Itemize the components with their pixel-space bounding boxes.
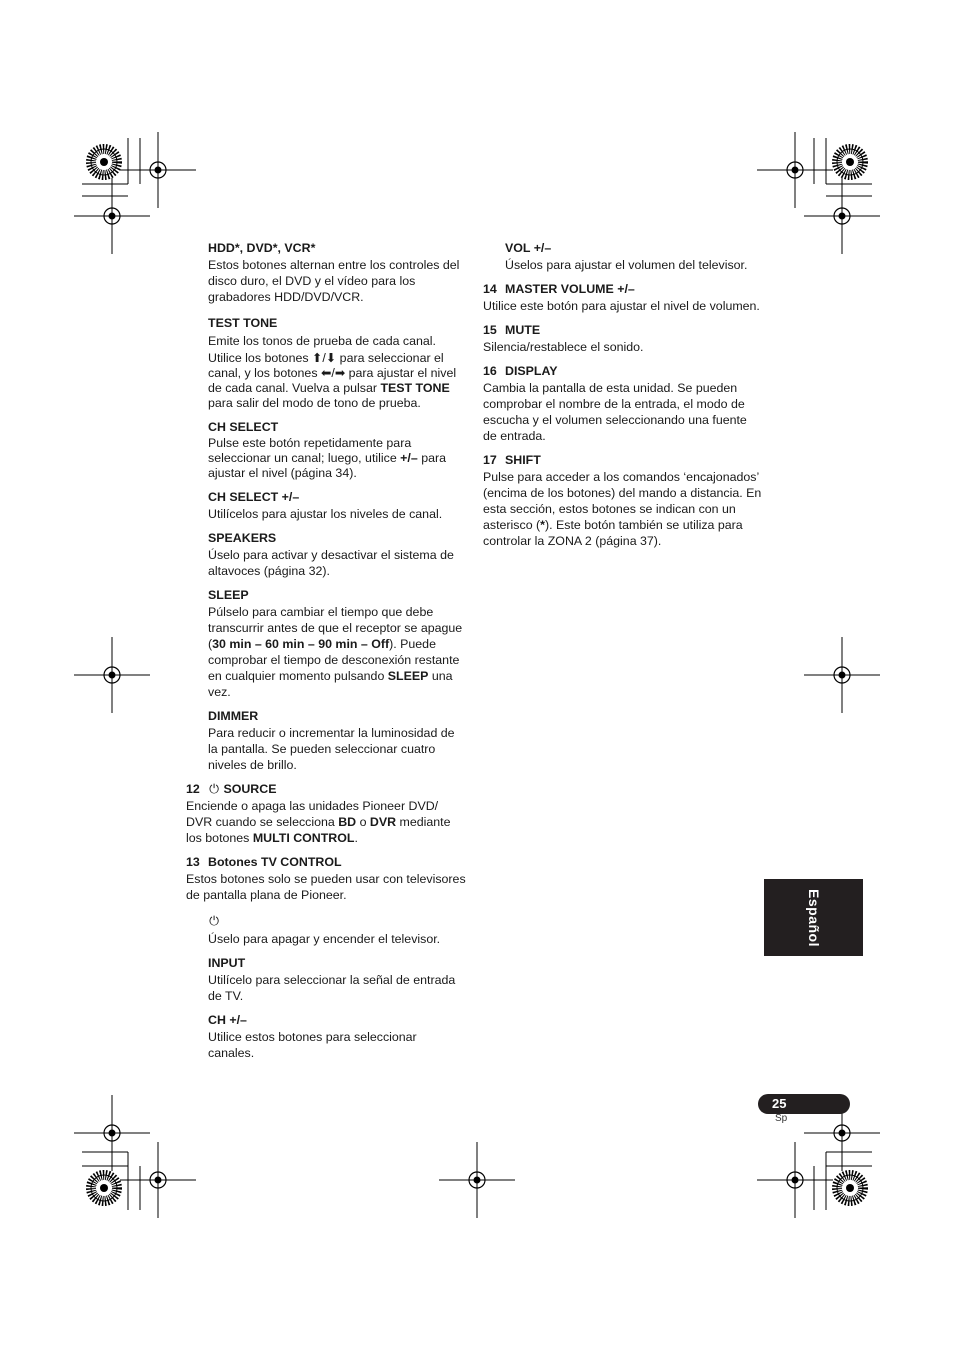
language-tab-label: Español [805,888,822,947]
dimmer-heading: DIMMER [208,709,259,723]
ch-pm-text: Utilice estos botones para seleccionar canales. [208,1030,417,1060]
power-icon: ⏻ [209,782,219,796]
arrow-right-icon: ➡ [334,366,346,380]
test-tone-text2-c: para ajustar el nivel de cada canal. Vuelva a pulsar [208,366,457,395]
master-volume-heading [483,281,763,297]
hdd-heading: HDD*, DVD*, VCR* [208,241,316,255]
vol-heading: VOL +/– [505,241,552,255]
source-section [186,781,466,846]
page-suffix: Sp [775,1113,788,1124]
sleep-heading: SLEEP [208,588,249,602]
test-tone-section [208,315,466,411]
source-text-b: mediante los botones [186,815,451,845]
source-multi: MULTI CONTROL [252,831,355,845]
ch-select-heading: CH SELECT [208,420,279,434]
ch-select-pm-heading: CH SELECT +/– [208,490,300,504]
sleep-text-b: ). Puede comprobar el tiempo de desconexión restante en cualquier momento pulsando [208,637,460,683]
mute-heading-text: MUTE [505,323,541,337]
tv-power-heading [208,913,466,929]
shift-section [483,452,763,549]
right-column [483,240,763,549]
hdd-text: Estos botones alternan entre los controles del disco duro, el DVD y el vídeo para los grabadores HDD/DVD/VCR. [208,258,460,304]
hdd-section [208,240,466,305]
tv-power-section [208,913,466,947]
master-volume-section [483,281,763,314]
ch-select-pm-section [208,489,466,522]
tv-control-number: 13 [186,855,200,869]
shift-text-a: Pulse para acceder a los comandos ‘encajonados’ (encima de los botones) del mando a distancia. En esta sección, estos botones se indican con un asterisco ( [483,470,762,532]
master-volume-number: 14 [483,282,497,296]
source-heading [186,781,466,797]
sleep-text [208,604,466,700]
master-volume-heading-text: MASTER VOLUME +/– [505,282,635,296]
test-tone-heading: TEST TONE [208,316,278,330]
shift-heading-text: SHIFT [505,453,541,467]
arrow-left-icon: ⬅ [320,366,332,380]
mute-text: Silencia/restablece el sonido. [483,340,644,354]
ch-select-text [208,436,466,481]
shift-heading [483,452,763,468]
language-tab-label-wrap [764,879,863,956]
test-tone-text1: Emite los tonos de prueba de cada canal. [208,334,436,348]
shift-number: 17 [483,453,497,467]
shift-star: * [540,518,545,532]
test-tone-text2: Utilice los botones ⬆/⬇ para seleccionar el canal, y los botones ⬅/➡ para ajustar el nivel de cada canal. Vuelva a pulsar TEST TONE para salir del modo de tono de prueba. [208,351,457,410]
arrow-up-icon: ⬆ [312,351,323,365]
source-o: o [356,815,370,829]
page-number: 25 [772,1096,787,1111]
ch-select-section [208,419,466,481]
mute-number: 15 [483,323,497,337]
display-heading [483,363,763,379]
language-tab [764,879,863,956]
ch-pm-heading: CH +/– [208,1013,247,1027]
tv-control-text: Estos botones solo se pueden usar con televisores de pantalla plana de Pioneer. [186,872,466,902]
input-section [208,955,466,1004]
tv-control-heading [186,854,466,870]
arrow-down-icon: ⬇ [325,351,337,365]
speakers-heading: SPEAKERS [208,531,277,545]
source-number: 12 [186,782,200,796]
shift-text [483,469,763,549]
sleep-text-a: Púlselo para cambiar el tiempo que debe transcurrir antes de que el receptor se apague ( [208,605,463,651]
ch-select-bold: +/– [400,451,418,465]
tv-power-text: Úselo para apagar y encender el televisor. [208,932,441,946]
source-text-a: Enciende o apaga las unidades Pioneer DVD/ DVR cuando se selecciona [186,799,439,829]
speakers-section [208,530,466,579]
source-text-c: . [354,831,358,845]
master-volume-text: Utilice este botón para ajustar el nivel de volumen. [483,299,760,313]
source-dvr: DVR [369,815,397,829]
input-heading: INPUT [208,956,246,970]
display-heading-text: DISPLAY [505,364,558,378]
sleep-bold: 30 min – 60 min – 90 min – Off [212,637,390,651]
sleep-text-c: una vez. [208,669,453,699]
dimmer-section [208,708,466,773]
mute-heading [483,322,763,338]
display-number: 16 [483,364,497,378]
display-text: Cambia la pantalla de esta unidad. Se pueden comprobar el nombre de la entrada, el modo de escucha y el volumen seleccionando una fuente de entrada. [483,381,747,443]
test-tone-text2-b: para seleccionar el canal, y los botones [208,351,444,380]
test-tone-bold: TEST TONE [380,381,450,395]
vol-section [505,240,763,273]
vol-text: Úselos para ajustar el volumen del televisor. [505,258,748,272]
mute-section [483,322,763,355]
shift-text-b: ). Este botón también se utiliza para controlar la ZONA 2 (página 37). [483,518,743,548]
source-text [186,798,466,846]
speakers-text: Úselo para activar y desactivar el sistema de altavoces (página 32). [208,548,454,578]
test-tone-text2-d: para salir del modo de tono de prueba. [208,396,421,410]
ch-select-text-b: para ajustar el nivel (página 34). [208,451,446,480]
test-tone-text2-a: Utilice los botones [208,351,312,365]
input-text: Utilícelo para seleccionar la señal de entrada de TV. [208,973,456,1003]
power-icon: ⏻ [209,914,219,928]
tv-control-heading-text: Botones TV CONTROL [208,855,342,869]
source-heading-text: SOURCE [223,782,277,796]
ch-select-text-a: Pulse este botón repetidamente para seleccionar un canal; luego, utilice [208,436,412,465]
sleep-bold2: SLEEP [387,669,429,683]
tv-control-section [186,854,466,903]
source-bd: BD [338,815,357,829]
ch-pm-section [208,1012,466,1061]
display-section [483,363,763,444]
ch-select-pm-text: Utilícelos para ajustar los niveles de canal. [208,507,443,521]
sleep-section [208,587,466,700]
left-column [186,240,466,1061]
dimmer-text: Para reducir o incrementar la luminosidad de la pantalla. Se pueden seleccionar cuatro niveles de brillo. [208,726,455,772]
